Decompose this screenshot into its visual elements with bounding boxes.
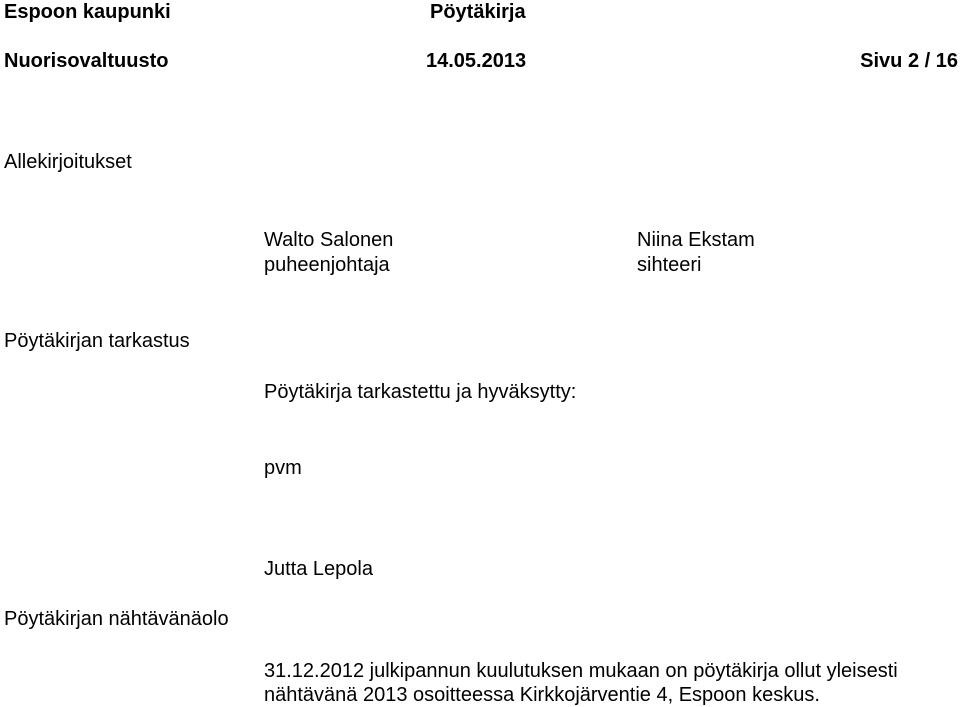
organization-name: Espoon kaupunki <box>4 1 171 23</box>
chair-name: Walto Salonen <box>264 229 394 251</box>
page-number: Sivu 2 / 16 <box>860 50 958 72</box>
review-statement: Pöytäkirja tarkastettu ja hyväksytty: <box>264 381 577 403</box>
review-heading: Pöytäkirjan tarkastus <box>4 330 190 352</box>
document-type: Pöytäkirja <box>430 1 526 23</box>
meeting-date: 14.05.2013 <box>426 50 527 72</box>
display-heading: Pöytäkirjan nähtävänäolo <box>4 608 229 630</box>
secretary-name: Niina Ekstam <box>637 229 755 251</box>
body-name: Nuorisovaltuusto <box>4 50 169 72</box>
review-date-label: pvm <box>264 457 302 479</box>
secretary-role: sihteeri <box>637 254 702 276</box>
signatures-heading: Allekirjoitukset <box>4 151 132 173</box>
reviewer-name: Jutta Lepola <box>264 558 373 580</box>
display-text-line-1: 31.12.2012 julkipannun kuulutuksen mukaan on pöytäkirja ollut yleisesti <box>264 660 898 682</box>
display-text-line-2: nähtävänä 2013 osoitteessa Kirkkojärventie 4, Espoon keskus. <box>264 684 820 706</box>
chair-role: puheenjohtaja <box>264 254 390 276</box>
